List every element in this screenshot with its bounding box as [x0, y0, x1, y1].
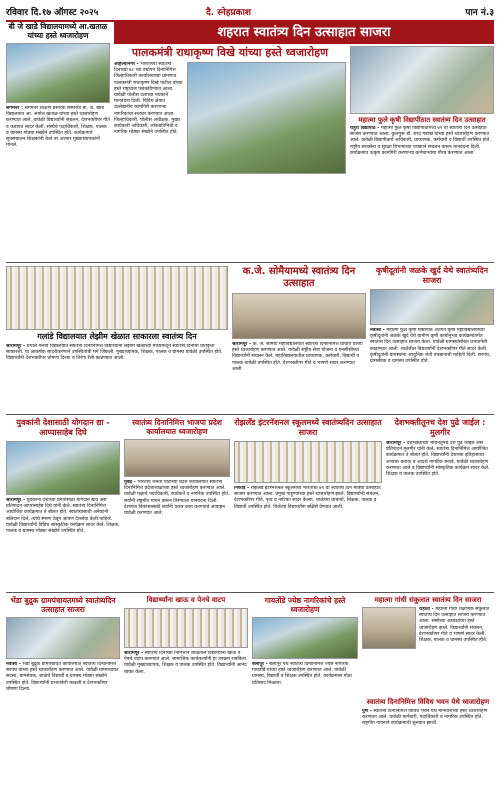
- article-body: भारताच्या स्वातंत्र्य दिनाच्या ७८ व्या वर्धापन दिनानिमित्त जिल्हाधिकारी कार्यालयाच्या प्रांगणात पालकमंत्री राधाकृष्ण विखे पाटील यांच्या हस्ते राष्ट्रध्वज फडकविण्यात आला. यावेळी पोलीस दलाच्या पथकाने मानवंदना दिली. विविध क्षेत्रात उल्लेखनीय कामगिरी करणाऱ्या नागरिकांचा सत्कार करण्यात आला. जिल्हाधिकारी, पोलीस अधीक्षक, मुख्य कार्यकारी अधिकारी, लोकप्रतिनिधी व नागरिक मोठ्या संख्येने उपस्थित होते.: [114, 62, 183, 136]
- article-title: बी जे खाडे विद्यालयामध्ये आ.खताळ यांच्या हस्ते ध्वजारोहण: [8, 22, 108, 40]
- article-phule-university: [350, 46, 494, 260]
- article-title: गलांडे विद्यालयात लेझीम खेळात साकारला स्वातंत्र्य दिन: [37, 332, 197, 341]
- article-body: भारतीय जनता पार्टीच्या प्रदेश कार्यालयात स्वातंत्र्य दिनानिमित्त प्रदेशाध्यक्षांच्या हस्ते ध्वजारोहण करण्यात आले. यावेळी पक्षाचे पदाधिकारी, कार्यकर्ते व नागरिक उपस्थित होते. सर्वांनी राष्ट्रगीत गायन करून तिरंग्याला मानवंदना दिली. देशाच्या विकासासाठी सर्वांनी एकत्र काम करण्याचे आवाहन यावेळी करण्यात आले.: [124, 480, 230, 517]
- article-body: महात्मा फुले कृषी विद्यापीठामध्ये ७९ वा स्वातंत्र्य दिन उत्साहात साजरा करण्यात आला. कुलगुरू डॉ. शरद गडाख यांच्या हस्ते ध्वजारोहण करण्यात आले. यावेळी विद्यापीठाचे अधिकारी, प्राध्यापक, कर्मचारी व विद्यार्थी उपस्थित होते. राष्ट्रीय छात्रसेना व सुरक्षा विभागाच्या पथकाने संचलन करून मानवंदना दिली. कार्यक्रमात उत्कृष्ट कामगिरी करणाऱ्या कर्मचाऱ्यांचा गौरव करण्यात आला.: [350, 126, 491, 156]
- article-rozland-school: [234, 418, 382, 590]
- article-title: पालकमंत्री राधाकृष्ण विखे यांच्या हस्ते ध्वजारोहण: [131, 46, 329, 59]
- article-byline: श्रीरामपूर -: [6, 344, 27, 349]
- banner-headline: शहरात स्वातंत्र्य दिन उत्साहात साजरा: [114, 22, 494, 44]
- article-photo: [232, 293, 366, 339]
- article-byline: श्रीरामपूर -: [124, 651, 145, 656]
- article-gandhi-complex: [362, 596, 494, 694]
- article-byline: संगमनेर :: [6, 106, 25, 111]
- article-title: देशभक्तीतूनच देश पुढे जाईल : मुलगीर: [394, 418, 486, 437]
- article-title: भेंडा बुद्रुक ग्रामपंचायतमध्ये स्वातंत्र्यदिन उत्साहात साजरा: [10, 596, 116, 614]
- article-photo: [124, 608, 248, 648]
- article-body: बेलापूर येथे स्वातंत्र्य दिनानिमित्त ज्येष्ठ नागरिक गायतोंडे यांच्या हस्ते ध्वजारोहण करण्यात आले. यावेळी ग्रामस्थ, विद्यार्थी व शिक्षक उपस्थित होते. कार्यक्रमास मोठा प्रतिसाद मिळाला.: [252, 662, 352, 686]
- article-title: विद्यार्थ्यांना खाऊ व पेनचे वाटप: [146, 596, 226, 604]
- article-title: कृषीदूतांनी जळके खुर्द येथे स्वातंत्र्यदिन साजरा: [375, 266, 489, 285]
- article-byline: पुणे -: [362, 709, 374, 714]
- article-body: स्वातंत्र्य दिनानिमित्त विविध भवन येथे मान्यवरांच्या हस्ते ध्वजारोहण करण्यात आले. यावेळी कर्मचारी, पदाधिकारी व नागरिक उपस्थित होते. राष्ट्रगीत गायनाने कार्यक्रमाची सुरुवात झाली.: [362, 709, 488, 727]
- article-photo: [187, 62, 346, 174]
- article-byline: निफाड -: [234, 486, 251, 491]
- article-photo: [350, 46, 494, 114]
- article-photo: [124, 439, 230, 477]
- article-body: संगमनेर शिक्षण प्रसारक संस्थेच्या बी. जे. खाडे विद्यालयात आ. अमोल खताळ यांच्या हस्ते ध्वजारोहण करण्यात आले. यावेळी विद्यार्थ्यांनी संचलन, देशभक्तीपर गीते व कवायत सादर केली. संस्थेचे पदाधिकारी, शिक्षक, पालक व ग्रामस्थ मोठ्या संख्येने उपस्थित होते. कार्यक्रमाचे सूत्रसंचालन शिक्षकांनी केले तर आभार मुख्याध्यापकांनी मानले.: [6, 106, 110, 149]
- issue-date: रविवार दि.१७ ऑगस्ट २०२५: [6, 8, 99, 18]
- article-byline: श्रीरामपूर -: [6, 498, 27, 503]
- article-title: गायतोंडे ज्येष्ठ नागरिकांचे हस्ते ध्वजारोहण: [264, 596, 346, 614]
- article-photo: [6, 441, 120, 495]
- article-byline: मुंबई -: [124, 480, 138, 485]
- article-somaiya: [232, 266, 366, 412]
- article-title: महात्मा फुले कृषी विद्यापीठात स्वातंत्र्य दिन उत्साहात: [358, 116, 486, 124]
- article-body: महात्मा फुले कृषी विद्यापीठ अंतर्गत कृषी महाविद्यालयाच्या कृषीदूतांनी जळके खुर्द येथे ग्रामीण कृषी कार्यानुभव कार्यक्रमांतर्गत स्वातंत्र्य दिन उत्साहात साजरा केला. यावेळी ग्रामस्थांसोबत प्रभातफेरी काढण्यात आली. शाळेतील विद्यार्थ्यांनी देशभक्तीपर गीते सादर केली. कृषीदूतांनी ग्रामस्थांना आधुनिक शेती तंत्रज्ञानाची माहिती दिली. सरपंच, ग्रामसेवक व ग्रामस्थ उपस्थित होते.: [370, 328, 491, 365]
- article-byline: राहाता -: [419, 607, 436, 612]
- article-photo: [370, 289, 494, 325]
- article-byline: अहिल्यानगर -: [114, 62, 141, 67]
- article-body: येथील गलांडे विद्यालयात स्वातंत्र्य दिनानिमित्त विद्यार्थ्यांनी लेझीम खेळाच्या माध्यमातून स्वातंत्र्य दिनाची प्रतिकृती साकारली. या आकर्षक सादरीकरणाने उपस्थितांची मने जिंकली. मुख्याध्यापक, शिक्षक, पालक व ग्रामस्थ यावेळी उपस्थित होते. विद्यार्थ्यांनी देशभक्तीपर घोषणा दिल्या व तिरंगा रॅली काढण्यात आली.: [6, 344, 223, 362]
- article-photo: [6, 43, 110, 103]
- article-photo: [234, 441, 382, 483]
- article-body: देशभक्तीच्या भावनेतूनच देश पुढे जाईल असे प्रतिपादन मुलगीर यांनी केले. स्वातंत्र्य दिनानिमित्त आयोजित कार्यक्रमात ते बोलत होते. विद्यार्थ्यांनी देशाच्या इतिहासाचा अभ्यास करावा व आदर्श नागरिक बनावे. यावेळी ध्वजारोहण करण्यात आले व विद्यार्थ्यांनी सांस्कृतिक कार्यक्रम सादर केले. शिक्षक व पालक उपस्थित होते.: [386, 441, 490, 478]
- article-photo: [6, 617, 120, 659]
- article-body: के. जे. सोमैया महाविद्यालयात स्वातंत्र्य दिनानिमित्त प्राचार्य यांच्या हस्ते ध्वजारोहण करण्यात आले. यावेळी राष्ट्रीय सेवा योजना व एनसीसीच्या विद्यार्थ्यांनी संचलन केले. महाविद्यालयातील प्राध्यापक, कर्मचारी, विद्यार्थी व पालक यावेळी उपस्थित होते. देशभक्तीपर गीते व भाषणे सादर करण्यात आली.: [232, 342, 363, 372]
- article-title: युवकांनी देशासाठी योगदान द्या - आप्पासाहेब दिघे: [16, 418, 110, 437]
- article-bjp-office: [124, 418, 230, 590]
- article-body: स्वातंत्र्य दिनाच्या निमित्ताने शाळेतील विद्यार्थ्यांना खाऊ व पेनचे वाटप करण्यात आले. सामाजिक कार्यकर्त्यांनी हा उपक्रम राबविला. यावेळी मुख्याध्यापक, शिक्षक व पालक उपस्थित होते. विद्यार्थ्यांनी आनंद व्यक्त केला.: [124, 651, 248, 675]
- article-khade-vidyalaya: [6, 22, 110, 260]
- newspaper-name: दै. स्नेहप्रकाश: [206, 8, 252, 18]
- article-mulgir: [386, 418, 494, 590]
- article-title: रोझलँड इंटरनॅशनल स्कूलमध्ये स्वातंत्र्यदिन उत्साहात साजरा: [234, 418, 382, 437]
- article-body: महात्मा गांधी शैक्षणिक संकुलात स्वातंत्र्य दिन उत्साहात साजरा करण्यात आला. संस्थेच्या अध्यक्षांच्या हस्ते ध्वजारोहण झाले. विद्यार्थ्यांनी संचलन, देशभक्तीपर गीते व भाषणे सादर केली. शिक्षक, पालक व ग्रामस्थ उपस्थित होते.: [419, 607, 490, 644]
- article-body: रोझलँड इंटरनॅशनल स्कूलमध्ये भारताचा ७९ वा स्वातंत्र्य दिन मोठ्या उत्साहात साजरा करण्यात आला. प्रमुख पाहुण्यांच्या हस्ते ध्वजारोहण झाले. विद्यार्थ्यांनी संचलन, देशभक्तीपर गीते, नृत्य व नाटिका सादर केल्या. शाळेच्या प्राचार्या, शिक्षक, पालक व विद्यार्थी उपस्थित होते. विजेत्या विद्यार्थ्यांना बक्षिसे देण्यात आली.: [234, 486, 381, 510]
- masthead: [6, 4, 494, 22]
- article-title: महात्मा गांधी संकुलात स्वातंत्र्य दिन साजरा: [374, 596, 482, 604]
- article-body: युवकांनी देशाच्या प्रगतीसाठी योगदान द्यावे असे प्रतिपादन आप्पासाहेब दिघे यांनी केले. स्वातंत्र्य दिनानिमित्त आयोजित कार्यक्रमात ते बोलत होते. स्वातंत्र्यासाठी अनेकांनी बलिदान दिले, त्यांचे स्मरण ठेवून आपण देशसेवा केली पाहिजे. यावेळी विद्यार्थ्यांनी विविध सांस्कृतिक कार्यक्रम सादर केले. शिक्षक, पालक व ग्रामस्थ मोठ्या संख्येने उपस्थित होते.: [6, 498, 120, 535]
- article-gaitonde: [252, 596, 358, 790]
- article-byline: बेलापूर -: [252, 662, 270, 667]
- article-vividh-bhavan: [362, 698, 494, 790]
- article-galande-lezim: [6, 266, 228, 412]
- article-byline: श्रीरामपूर -: [232, 342, 253, 347]
- article-photo: [252, 617, 358, 659]
- article-title: स्वातंत्र्य दिनानिमित्त भाजपा प्रदेश कार्यालयात ध्वजारोहण: [132, 418, 222, 436]
- article-photo: [362, 607, 416, 649]
- article-body: भेंडा बुद्रुक ग्रामपंचायत कार्यालयात स्वातंत्र्य दिनानिमित्त सरपंच यांच्या हस्ते ध्वजारोहण करण्यात आले. यावेळी ग्रामपंचायत सदस्य, ग्रामसेवक, शाळेचे विद्यार्थी व ग्रामस्थ मोठ्या संख्येने उपस्थित होते. विद्यार्थ्यांनी प्रभातफेरी काढली व देशभक्तीपर घोषणा दिल्या.: [6, 662, 119, 692]
- article-krushidoot: [370, 266, 494, 412]
- page-number: पान नं.३: [465, 8, 494, 18]
- article-dighe: [6, 418, 120, 590]
- article-bhenda-gram-panchayat: [6, 596, 120, 790]
- article-title: स्वातंत्र्य दिनानिमित्त विविध भवन येथे ध्वजारोहण: [366, 698, 490, 706]
- article-pen-distribution: [124, 596, 248, 790]
- article-title: क.जे. सोमैयामध्ये स्वातंत्र्य दिन उत्साहात: [242, 266, 356, 289]
- article-byline: नेवासा -: [370, 328, 387, 333]
- article-vikhe-flag-hoisting: [114, 46, 346, 260]
- article-byline: श्रीरामपूर -: [386, 441, 407, 446]
- article-photo: [6, 266, 228, 330]
- article-byline: नेवासा -: [6, 662, 23, 667]
- article-byline: राहुरी विद्यापीठ -: [350, 126, 381, 131]
